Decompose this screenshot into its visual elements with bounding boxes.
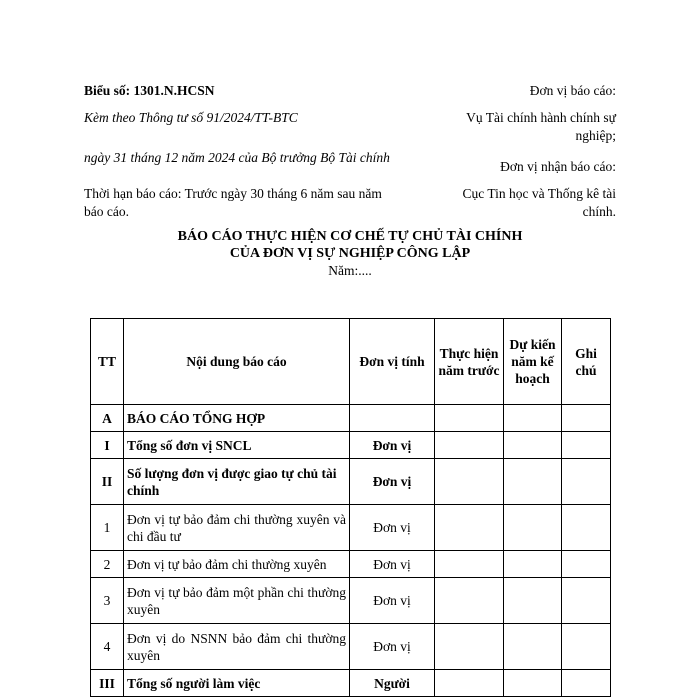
table-row <box>91 405 611 432</box>
report-title-block <box>84 228 616 279</box>
row-number: 4 <box>91 624 124 670</box>
column-header-previous-year: Thực hiện năm trước <box>435 319 504 405</box>
row-content: Số lượng đơn vị được giao tự chủ tài chính <box>124 459 350 505</box>
form-number: Biểu số: 1301.N.HCSN <box>84 83 215 98</box>
row-number: A <box>91 405 124 432</box>
table-row <box>91 459 611 505</box>
row-number: I <box>91 432 124 459</box>
report-title-line-1: BÁO CÁO THỰC HIỆN CƠ CHẾ TỰ CHỦ TÀI CHÍNH <box>177 229 523 244</box>
row-content: Đơn vị do NSNN bảo đảm chi thường xuyên <box>124 624 350 670</box>
column-header-unit: Đơn vị tính <box>350 319 435 405</box>
reporting-unit-label: Đơn vị báo cáo: <box>529 83 616 98</box>
row-previous-year-value <box>435 670 504 697</box>
row-content: Đơn vị tự bảo đảm chi thường xuyên <box>124 551 350 578</box>
column-header-tt: TT <box>91 319 124 405</box>
row-unit: Đơn vị <box>350 505 435 551</box>
row-plan-year-value <box>504 432 562 459</box>
row-previous-year-value <box>435 578 504 624</box>
row-number: II <box>91 459 124 505</box>
receiving-unit: Cục Tin học và Thống kê tài chính. <box>462 186 616 219</box>
reporting-unit: Vụ Tài chính hành chính sự nghiệp; <box>466 110 616 143</box>
table-row <box>91 670 611 697</box>
row-unit: Đơn vị <box>350 432 435 459</box>
row-content: Tổng số đơn vị SNCL <box>124 432 350 459</box>
row-content: Đơn vị tự bảo đảm chi thường xuyên và chi đầu tư <box>124 505 350 551</box>
row-previous-year-value <box>435 432 504 459</box>
row-plan-year-value <box>504 459 562 505</box>
table-row <box>91 505 611 551</box>
row-note <box>562 551 611 578</box>
row-plan-year-value <box>504 505 562 551</box>
report-table <box>90 318 611 697</box>
row-unit <box>350 405 435 432</box>
attached-circular-date: ngày 31 tháng 12 năm 2024 của Bộ trưởng Bộ Tài chính <box>84 150 390 165</box>
row-previous-year-value <box>435 459 504 505</box>
row-plan-year-value <box>504 670 562 697</box>
row-plan-year-value <box>504 578 562 624</box>
table-row <box>91 624 611 670</box>
row-unit: Đơn vị <box>350 624 435 670</box>
column-header-content: Nội dung báo cáo <box>124 319 350 405</box>
row-plan-year-value <box>504 405 562 432</box>
row-note <box>562 459 611 505</box>
row-unit: Đơn vị <box>350 459 435 505</box>
receiving-unit-label: Đơn vị nhận báo cáo: <box>500 159 616 174</box>
table-row <box>91 578 611 624</box>
row-content: Đơn vị tự bảo đảm một phần chi thường xuyên <box>124 578 350 624</box>
table-header-row <box>91 319 611 405</box>
table-row <box>91 432 611 459</box>
row-unit: Người <box>350 670 435 697</box>
row-unit: Đơn vị <box>350 578 435 624</box>
row-plan-year-value <box>504 551 562 578</box>
row-note <box>562 405 611 432</box>
row-number: 1 <box>91 505 124 551</box>
report-year: Năm:.... <box>328 263 372 278</box>
attached-circular: Kèm theo Thông tư số 91/2024/TT-BTC <box>84 110 298 125</box>
report-deadline: Thời hạn báo cáo: Trước ngày 30 tháng 6 năm sau năm báo cáo. <box>84 186 382 219</box>
row-note <box>562 624 611 670</box>
column-header-note: Ghi chú <box>562 319 611 405</box>
row-number: 2 <box>91 551 124 578</box>
row-previous-year-value <box>435 505 504 551</box>
row-unit: Đơn vị <box>350 551 435 578</box>
row-note <box>562 505 611 551</box>
row-previous-year-value <box>435 551 504 578</box>
row-content: Tổng số người làm việc <box>124 670 350 697</box>
row-number: III <box>91 670 124 697</box>
row-number: 3 <box>91 578 124 624</box>
table-row <box>91 551 611 578</box>
row-note <box>562 670 611 697</box>
row-previous-year-value <box>435 624 504 670</box>
row-plan-year-value <box>504 624 562 670</box>
report-title-line-2: CỦA ĐƠN VỊ SỰ NGHIỆP CÔNG LẬP <box>229 246 471 261</box>
column-header-plan-year: Dự kiến năm kế hoạch <box>504 319 562 405</box>
row-content: BÁO CÁO TỔNG HỢP <box>124 405 350 432</box>
row-note <box>562 578 611 624</box>
row-note <box>562 432 611 459</box>
row-previous-year-value <box>435 405 504 432</box>
document-header <box>84 82 616 230</box>
